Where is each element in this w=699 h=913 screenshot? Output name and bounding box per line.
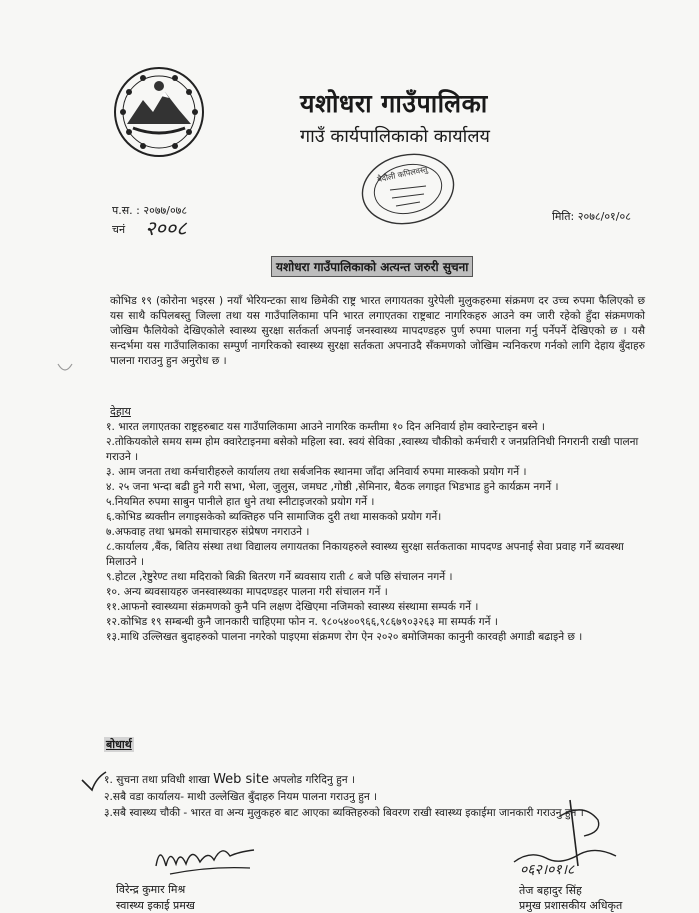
list-item: ७.अफवाह तथा भ्रमको समाचारहरु संप्रेषण नगराउने । bbox=[106, 526, 310, 538]
instruction-list bbox=[106, 420, 646, 645]
signature-date: ०६२।०१।८ bbox=[520, 862, 575, 878]
list-item: २.तोकियकोले समय सम्म होम क्वारेटाइनमा बसेको महिला स्वा. स्वयं सेविका ,स्वास्थ्य चौकीको कर्मचारी र जनप्रतिनिधी निगरानी राखी पालना गराउने । bbox=[106, 436, 639, 463]
signatory-left-title: स्वास्थ्य इकाई प्रमख bbox=[116, 899, 195, 912]
list-item: ११.आफनो स्वास्थ्यमा संक्रमणको कुनै पनि लक्षण देखिएमा नजिमको स्वास्थ्य संस्थामा सम्पर्क गर्ने । bbox=[106, 601, 479, 613]
list-item: १३.माथि उल्लिखत बुदाहरुको पालना नगरेको पाइएमा संक्रमण रोग ऐन २०२० बमोजिमका कानुनी कारवही अगाडी बढाइने छ । bbox=[106, 631, 583, 643]
notice-headline: यशोधरा गाउँपालिकाको अत्यन्त जरुरी सुचना bbox=[271, 256, 473, 277]
intro-paragraph: कोभिड १९ (कोरोना भइरस ) नयाँ भेरियन्टका साथ छिमेकी राष्ट्र भारत लगायतका युरेपेली मुलुकहरुमा संक्रमण दर उच्च रुपमा फैलिएको छ यस साथै कपिलबस्तु जिल्ला तथा यस गाउँपालिकामा पनि भारत लगाएतका राष्ट्रबाट नागरिकहरु आउने क्म जारी रहेको हुँदा संक्रमणको जोखिम फैलियेको देखिएकोले स्वास्थ्य सुरक्षा सर्तकर्ता अपनाई जनस्वास्थ्य मापदण्डहरु पुर्ण रुपमा पालना गर्नु पर्नेपर्ने देखिएको छ । यसै सन्दर्भमा यस गाउँपालिकाका सम्पुर्ण नागरिकको स्वास्थ्य सुरक्षा सर्तकता अपनाउदै सँकमणको जोखिम न्यनिकरण गर्नको लागि देहाय बुँदाहरु पालना गराउनु हुन अनुरोध छ । bbox=[110, 295, 645, 367]
cc-heading: बोधार्थ bbox=[106, 738, 132, 751]
dispatch-label: चनं bbox=[112, 223, 126, 236]
list-item: ३. आम जनता तथा कर्मचारीहरुले कार्यालय तथा सर्बजनिक स्थानमा जाँदा अनिवार्य रुपमा मास्कको प्रयोग गर्ने । bbox=[106, 466, 527, 478]
reference-number: प.स. : २०७७/०७८ bbox=[112, 204, 188, 217]
cc-item-web-pre: १. सुचना तथा प्रविधी शाखा bbox=[104, 774, 214, 786]
section-heading: देहाय bbox=[110, 405, 131, 418]
signatory-right-name: तेज बहादुर सिंह bbox=[519, 884, 582, 897]
cc-item-ward: २.सबै वडा कार्यालय- माथी उल्लेखित बुँदाहरु नियम पालना गराउनु हुन । bbox=[104, 790, 378, 803]
document-date: मिति: २०७८/०१/०८ bbox=[552, 210, 631, 223]
nepal-emblem-icon bbox=[113, 66, 205, 158]
list-item: ९.होटल ,रेष्टुरेण्ट तथा मदिराको बिक्री बितरण गर्ने ब्यवसाय राती ८ बजे पछि संचालन नगर्ने । bbox=[106, 571, 453, 583]
signature-health-chief bbox=[150, 836, 260, 880]
org-name: यशोधरा गाउँपालिका bbox=[300, 89, 488, 118]
punch-hole-mark bbox=[56, 360, 74, 378]
list-item: ४. २५ जना भन्दा बढी हुने गरी सभा, भेला, जुलुस, जमघट ,गोष्ठी ,सेमिनार, बैठक लगाइत भिडभाड हुने कार्यक्रम नगर्ने । bbox=[106, 481, 559, 493]
signature-chief-officer bbox=[500, 796, 620, 880]
cc-item-health-post: ३.सबै स्वास्थ्य चौकी - भारत वा अन्य मुलुकहरु बाट आएका ब्यक्तिहरुको बिवरण राखी स्वास्थ्य इकाईमा जानकारी गराउनु हुन । bbox=[104, 807, 584, 819]
list-item: १२.कोभिड १९ सम्बन्धी कुनै जानकारी चाहिएमा फोन न. ९८०५४००९६६,९८६७९०३२६३ मा सम्पर्क गर्ने । bbox=[106, 616, 498, 628]
office-name: गाउँ कार्यपालिकाको कार्यालय bbox=[300, 126, 490, 147]
list-item: १०. अन्य ब्यवसायहरु जनस्वास्थ्यका मापदण्डहर पालना गरी संचालन गर्ने । bbox=[106, 586, 388, 598]
list-item: ६.कोभिड ब्यक्तीन लगाइसकेको ब्यक्तिहरु पनि सामाजिक दुरी तथा मासकको प्रयोग गर्ने। bbox=[106, 511, 442, 523]
office-stamp bbox=[350, 150, 466, 228]
cc-item-web-post: अपलोड गरिदिनु हुन । bbox=[269, 774, 356, 786]
stamp-text: बैदौली कपिलवस्तु bbox=[376, 164, 429, 185]
dispatch-number: २००८ bbox=[145, 216, 187, 240]
list-item: ८.कार्यालय ,बैंक, बितिय संस्था तथा विद्यालय लगायतका निकायहरुले स्वास्थ्य सुरक्षा सर्तकताका मापदण्ड अपनाई सेवा प्रवाह गर्ने ब्यवस्था मिलाउने । bbox=[106, 541, 624, 568]
list-item: ५.नियमित रुपमा साबुन पानीले हात धुने तथा स्नीटाइजरको प्रयोग गर्ने । bbox=[106, 496, 375, 508]
cc-item-web-label: Web site bbox=[213, 772, 270, 787]
signatory-right-title: प्रमुख प्रशासकीय अधिकृत bbox=[519, 899, 623, 912]
signatory-left-name: विरेन्द्र कुमार मिश्र bbox=[116, 883, 186, 896]
list-item: १. भारत लगाएतका राष्ट्रहरुबाट यस गाउँपालिकामा आउने नागरिक कम्तीमा १० दिन अनिवार्य होम क्वारेन्टाइन बस्ने । bbox=[106, 421, 545, 433]
cc-item-web bbox=[104, 772, 649, 789]
